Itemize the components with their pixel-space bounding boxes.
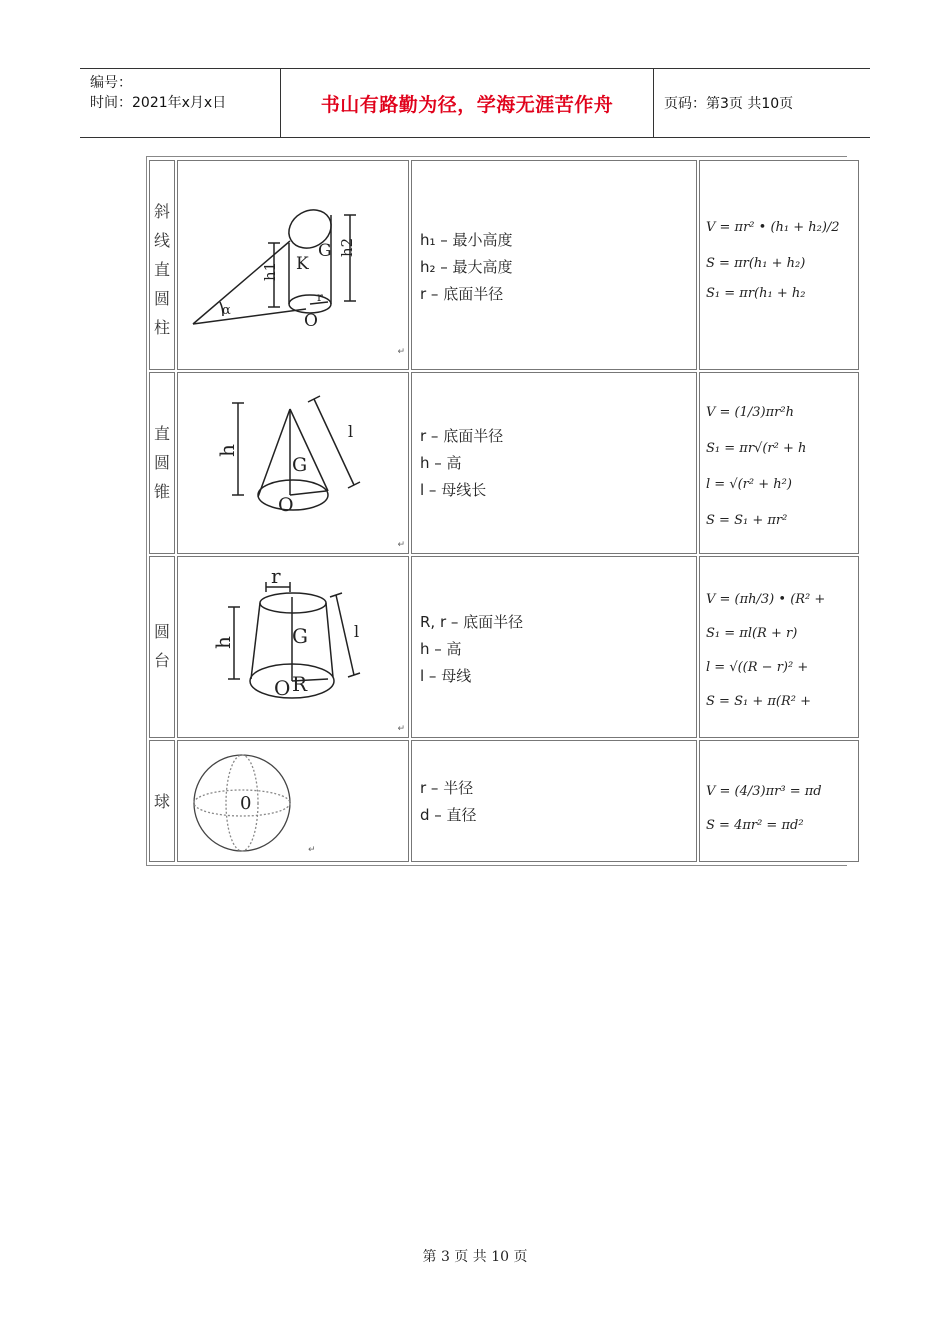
formula-cell <box>699 556 859 738</box>
k-label: K <box>296 254 309 274</box>
formula-cell <box>699 740 859 862</box>
h-label: h <box>215 444 239 457</box>
formula-cell <box>699 160 859 370</box>
o-label: 0 <box>240 793 252 814</box>
big-r-label: R <box>292 672 308 696</box>
formula-list: V = πr² • (h₁ + h₂)/2 S = πr(h₁ + h₂) S₁ = πr(h₁ + h₂ <box>706 220 840 301</box>
l-label: l <box>354 622 360 641</box>
definition-cell <box>411 372 697 554</box>
h1-label: h1 <box>261 261 279 281</box>
paragraph-mark: ↵ <box>308 845 316 855</box>
oblique-cylinder-figure <box>178 161 410 371</box>
page-footer: 第 3 页 共 10 页 <box>422 1249 528 1265</box>
formula-list: V = (4/3)πr³ = πd S = 4πr² = πd² <box>706 784 822 833</box>
figure-cell <box>177 372 409 554</box>
paragraph-mark: ↵ <box>397 724 405 734</box>
row-name: 直 圆 锥 <box>154 424 171 501</box>
definition-list: h₁ – 最小高度 h₂ – 最大高度 r – 底面半径 <box>420 231 513 303</box>
sphere-figure <box>178 741 410 863</box>
alpha-label: α <box>222 303 231 318</box>
row-name-cell <box>149 556 175 738</box>
figure-cell <box>177 740 409 862</box>
formula-list: V = (πh/3) • (R² + S₁ = πl(R + r) l = √((R − r)² + S = S₁ + π(R² + <box>706 592 826 709</box>
r-label: r <box>317 290 323 304</box>
h2-label: h2 <box>338 237 356 257</box>
definition-cell <box>411 160 697 370</box>
row-name: 圆 台 <box>154 622 171 670</box>
g-label: G <box>318 241 332 261</box>
paragraph-mark: ↵ <box>397 347 405 357</box>
formula-cell <box>699 372 859 554</box>
definition-cell <box>411 556 697 738</box>
time-label: 时间：2021年x月x日 <box>90 95 227 111</box>
g-label: G <box>292 454 308 476</box>
o-label: O <box>304 311 318 331</box>
row-name-cell <box>149 740 175 862</box>
header-page <box>654 69 870 137</box>
number-label: 编号： <box>90 75 132 91</box>
frustum-figure <box>178 557 410 739</box>
definition-list: R, r – 底面半径 h – 高 l – 母线 <box>420 613 524 685</box>
header-motto: 书山有路勤为径，学海无涯苦作舟 <box>281 69 654 137</box>
row-name-cell <box>149 372 175 554</box>
paragraph-mark: ↵ <box>397 540 405 550</box>
header-meta <box>80 69 281 137</box>
figure-cell <box>177 556 409 738</box>
page-header <box>80 68 870 138</box>
g-label: G <box>292 624 308 648</box>
table-row <box>146 556 866 738</box>
figure-cell <box>177 160 409 370</box>
formula-table <box>146 156 840 864</box>
table-row <box>146 160 866 370</box>
row-name: 球 <box>154 792 171 811</box>
r-label: r <box>271 564 281 588</box>
definition-list: r – 半径 d – 直径 <box>420 779 477 824</box>
table-row <box>146 372 866 554</box>
row-name: 斜 线 直 圆 柱 <box>154 202 171 337</box>
page-label: 页码：第3页 共10页 <box>664 96 794 112</box>
definition-list: r – 底面半径 h – 高 l – 母线长 <box>420 427 504 499</box>
o-label: O <box>278 494 294 516</box>
formula-list: V = (1/3)πr²h S₁ = πr√(r² + h l = √(r² + h²) S = S₁ + πr² <box>706 405 807 528</box>
l-label: l <box>348 422 354 441</box>
table-row <box>146 740 866 862</box>
definition-cell <box>411 740 697 862</box>
cone-figure <box>178 373 410 555</box>
row-name-cell <box>149 160 175 370</box>
o-label: O <box>274 676 291 700</box>
h-label: h <box>211 636 235 649</box>
